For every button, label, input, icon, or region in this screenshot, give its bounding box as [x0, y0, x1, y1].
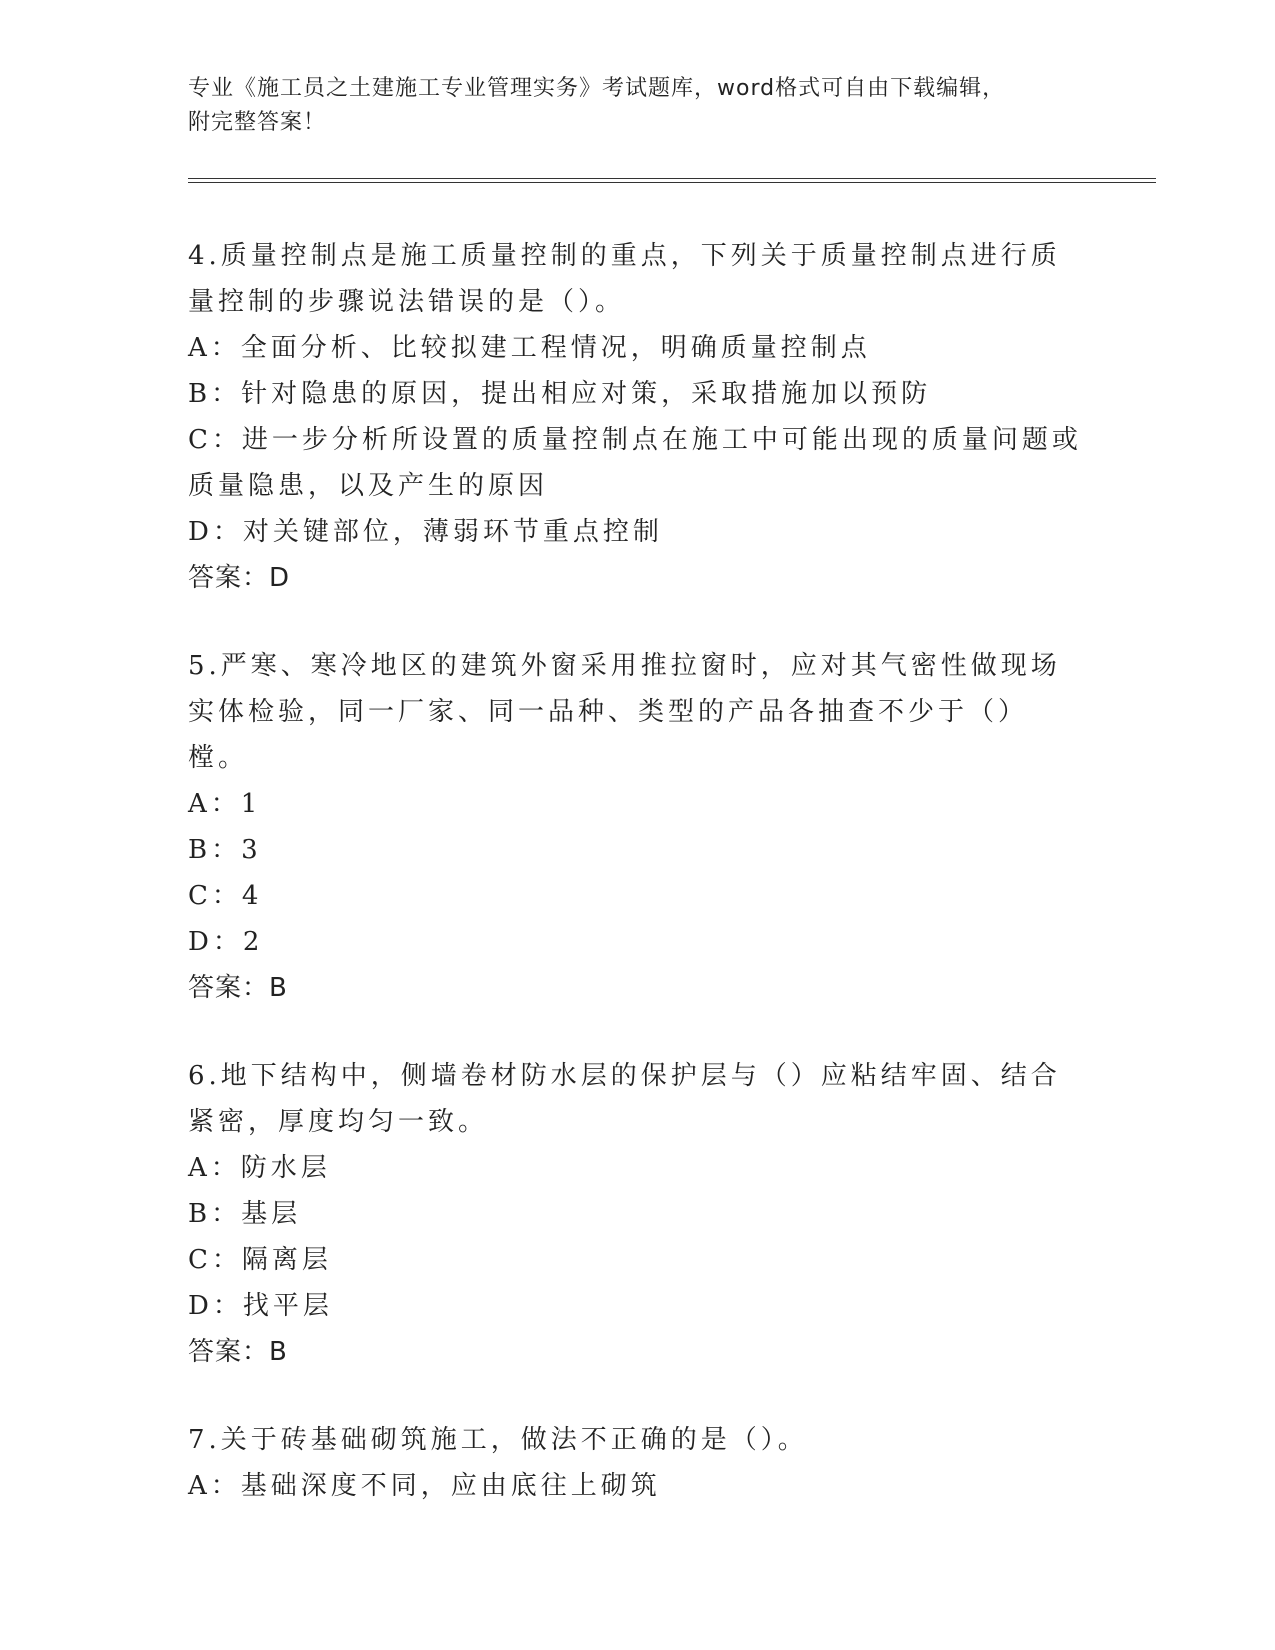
option-d: D：2 — [188, 927, 264, 957]
question-list — [188, 233, 1088, 1551]
option-a: A：基础深度不同，应由底往上砌筑 — [188, 1471, 661, 1501]
option-a: A：防水层 — [188, 1153, 331, 1183]
option-d: D：对关键部位，薄弱环节重点控制 — [188, 517, 663, 547]
header-line-2: 附完整答案！ — [188, 110, 327, 135]
option-c: C：4 — [188, 881, 263, 911]
question-5 — [188, 643, 1088, 1011]
answer: 答案：B — [188, 1337, 288, 1367]
answer: 答案：B — [188, 973, 288, 1003]
question-stem: 6.地下结构中，侧墙卷材防水层的保护层与（）应粘结牢固、结合紧密，厚度均匀一致。 — [188, 1061, 1061, 1137]
question-4 — [188, 233, 1088, 601]
option-a: A：1 — [188, 789, 262, 819]
option-c: C：隔离层 — [188, 1245, 332, 1275]
option-d: D：找平层 — [188, 1291, 333, 1321]
question-7 — [188, 1417, 1088, 1509]
header-divider — [188, 178, 1156, 183]
question-stem: 5.严寒、寒冷地区的建筑外窗采用推拉窗时，应对其气密性做现场实体检验，同一厂家、同一品种、类型的产品各抽查不少于（）樘。 — [188, 651, 1061, 773]
header-line-1: 专业《施工员之土建施工专业管理实务》考试题库，word格式可自由下载编辑， — [188, 76, 1006, 101]
answer: 答案：D — [188, 563, 291, 593]
option-a: A：全面分析、比较拟建工程情况，明确质量控制点 — [188, 333, 871, 363]
option-c: C：进一步分析所设置的质量控制点在施工中可能出现的质量问题或质量隐患，以及产生的原因 — [188, 425, 1082, 501]
document-header — [188, 72, 1088, 140]
question-stem: 7.关于砖基础砌筑施工，做法不正确的是（）。 — [188, 1425, 808, 1455]
question-6 — [188, 1053, 1088, 1375]
option-b: B：3 — [188, 835, 262, 865]
option-b: B：针对隐患的原因，提出相应对策，采取措施加以预防 — [188, 379, 932, 409]
question-stem: 4.质量控制点是施工质量控制的重点，下列关于质量控制点进行质量控制的步骤说法错误的是（）。 — [188, 241, 1061, 317]
option-b: B：基层 — [188, 1199, 302, 1229]
